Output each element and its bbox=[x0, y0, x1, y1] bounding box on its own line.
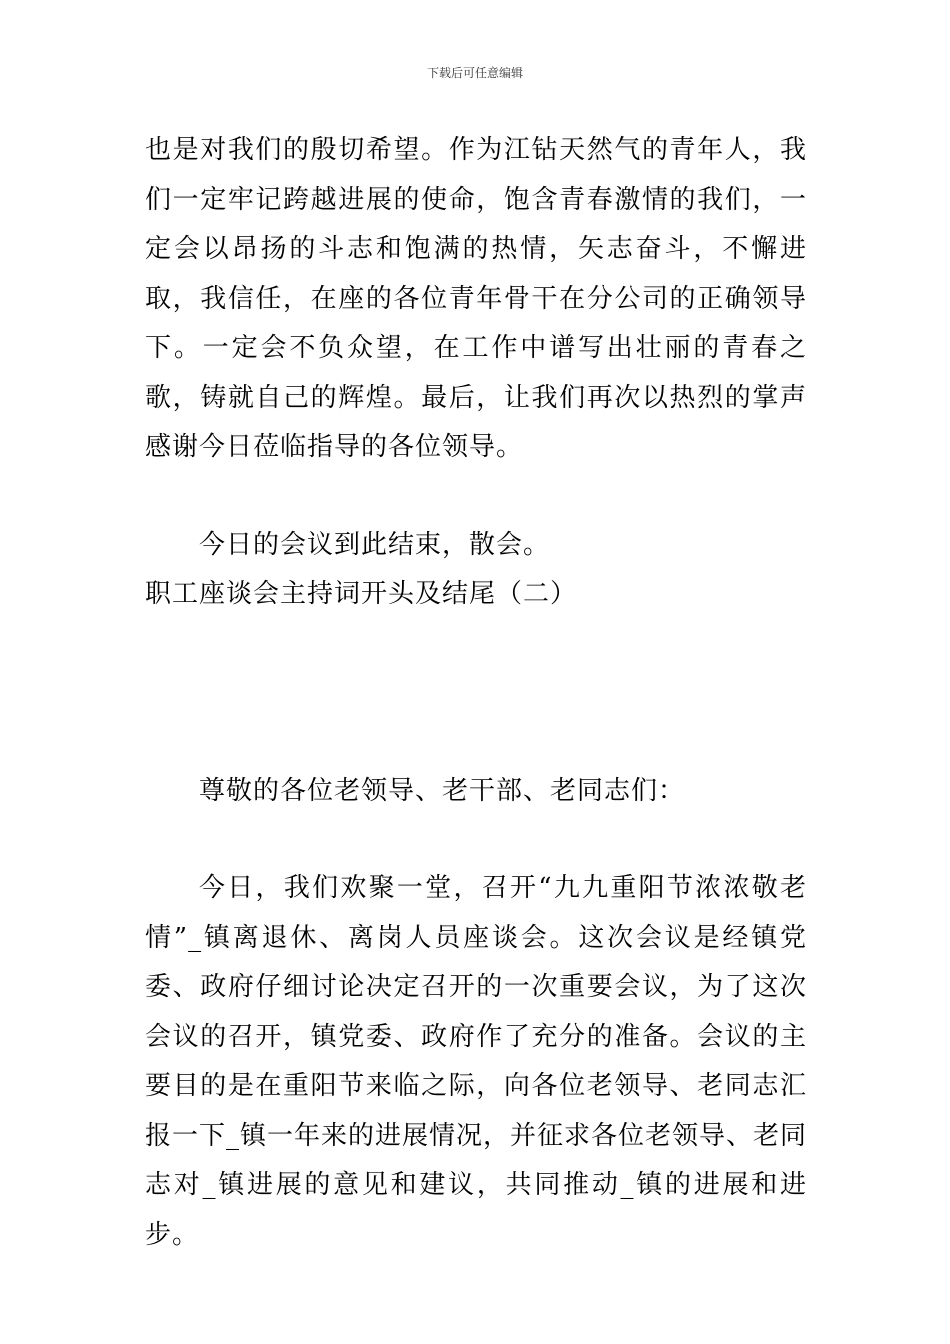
paragraph-meeting-end: 今日的会议到此结束，散会。 bbox=[199, 529, 551, 560]
document-body bbox=[145, 126, 807, 1260]
page-header: 下载后可任意编辑 bbox=[426, 66, 523, 80]
paragraph-salutation: 尊敬的各位老领导、老干部、老同志们： bbox=[199, 775, 686, 806]
paragraph-closing-remarks: 也是对我们的殷切希望。作为江钻天然气的青年人，我们一定牢记跨越进展的使命，饱含青春激情的我们，一定会以昂扬的斗志和饱满的热情，矢志奋斗，不懈进取，我信任，在座的各位青年骨干在分公司的正确领导下。一定会不负众望，在工作中谱写出壮丽的青春之歌，铸就自己的辉煌。最后，让我们再次以热烈的掌声感谢今日莅临指导的各位领导。 bbox=[145, 135, 807, 462]
section-title: 职工座谈会主持词开头及结尾（二） bbox=[145, 579, 578, 609]
paragraph-opening: 今日，我们欢聚一堂，召开“九九重阳节浓浓敬老情”_镇离退休、离岗人员座谈会。这次会议是经镇党委、政府仔细讨论决定召开的一次重要会议，为了这次会议的召开，镇党委、政府作了充分的准备。会议的主要目的是在重阳节来临之际，向各位老领导、老同志汇报一下_镇一年来的进展情况，并征求各位老领导、老同志对_镇进展的意见和建议，共同推动_镇的进展和进步。 bbox=[145, 873, 808, 1250]
